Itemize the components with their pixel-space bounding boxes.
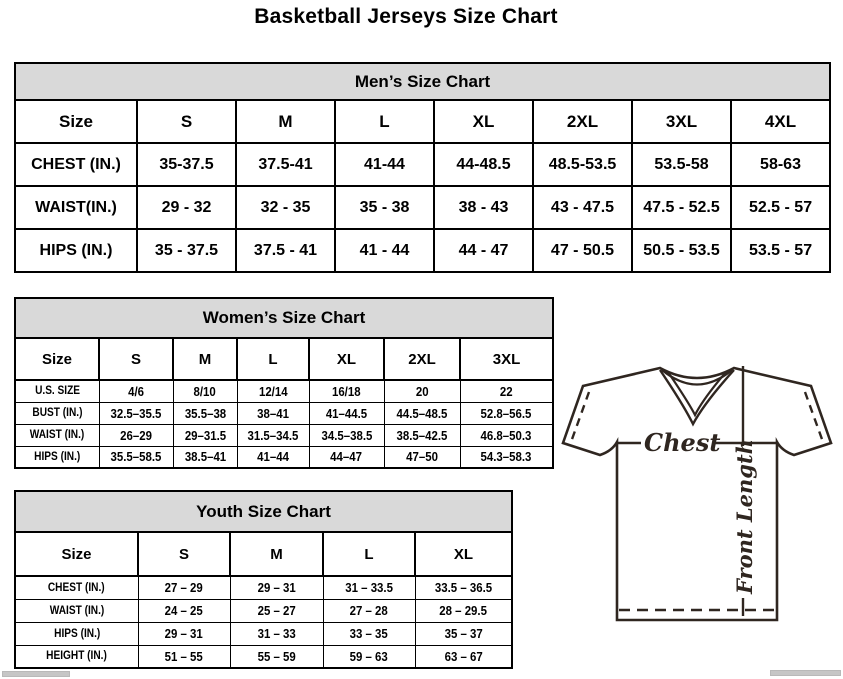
- value-cell: 28 – 29.5: [415, 599, 512, 622]
- row-label-cell: [15, 446, 99, 468]
- value-cell: 37.5 - 41: [236, 229, 335, 272]
- value-cell: 37.5-41: [236, 143, 335, 186]
- value-cell: 31 – 33.5: [323, 576, 415, 599]
- jersey-measurement-diagram: [556, 358, 840, 628]
- chest-label: Chest: [644, 428, 721, 457]
- row-label-cell: [15, 645, 138, 668]
- value-cell: 58-63: [731, 143, 830, 186]
- column-header-cell: 2XL: [384, 338, 460, 380]
- value-cell: 54.3–58.3: [460, 446, 553, 468]
- horizontal-scrollbar-thumb-left[interactable]: [2, 671, 70, 677]
- column-header-cell: 3XL: [460, 338, 553, 380]
- value-cell: 27 – 29: [138, 576, 230, 599]
- row-label-cell: [15, 380, 99, 402]
- row-label-cell: [15, 424, 99, 446]
- value-cell: 12/14: [237, 380, 309, 402]
- column-header-cell: XL: [434, 100, 533, 143]
- column-header-cell: 4XL: [731, 100, 830, 143]
- table-row: [15, 100, 830, 143]
- table-row: [15, 143, 830, 186]
- value-cell: 47.5 - 52.5: [632, 186, 731, 229]
- value-cell: 33.5 – 36.5: [415, 576, 512, 599]
- row-label-cell: [15, 622, 138, 645]
- value-cell: 53.5-58: [632, 143, 731, 186]
- table-title-band: [15, 491, 512, 532]
- size-header-cell: Size: [15, 100, 137, 143]
- value-cell: 50.5 - 53.5: [632, 229, 731, 272]
- table-row: [15, 446, 553, 468]
- horizontal-scrollbar-thumb-right[interactable]: [770, 670, 841, 676]
- column-header-cell: 2XL: [533, 100, 632, 143]
- value-cell: 51 – 55: [138, 645, 230, 668]
- value-cell: 4/6: [99, 380, 173, 402]
- table-row: [15, 576, 512, 599]
- value-cell: 22: [460, 380, 553, 402]
- row-label: HEIGHT (IN.): [46, 650, 108, 663]
- value-cell: 20: [384, 380, 460, 402]
- value-cell: 46.8–50.3: [460, 424, 553, 446]
- value-cell: 38.5–42.5: [384, 424, 460, 446]
- column-header-cell: XL: [309, 338, 384, 380]
- value-cell: 26–29: [99, 424, 173, 446]
- value-cell: 33 – 35: [323, 622, 415, 645]
- womens-size-chart-table: [14, 297, 554, 469]
- table-title: Youth Size Chart: [15, 491, 512, 532]
- row-label-cell: [15, 402, 99, 424]
- value-cell: 44–47: [309, 446, 384, 468]
- value-cell: 35 - 38: [335, 186, 434, 229]
- right-cuff-dash: [805, 392, 823, 442]
- row-label: U.S. SIZE: [34, 385, 80, 398]
- jersey-outline: [563, 368, 831, 620]
- column-header-cell: S: [99, 338, 173, 380]
- column-header-cell: XL: [415, 532, 512, 576]
- table-row: [15, 402, 553, 424]
- value-cell: 47–50: [384, 446, 460, 468]
- table-title-band: [15, 63, 830, 100]
- value-cell: 35.5–58.5: [99, 446, 173, 468]
- value-cell: 38.5–41: [173, 446, 237, 468]
- left-cuff-dash: [571, 392, 589, 442]
- column-header-cell: S: [137, 100, 236, 143]
- value-cell: 38–41: [237, 402, 309, 424]
- value-cell: 44.5–48.5: [384, 402, 460, 424]
- size-header-cell: Size: [15, 338, 99, 380]
- column-header-cell: L: [323, 532, 415, 576]
- value-cell: 35-37.5: [137, 143, 236, 186]
- column-header-cell: M: [236, 100, 335, 143]
- value-cell: 41–44.5: [309, 402, 384, 424]
- value-cell: 25 – 27: [230, 599, 323, 622]
- row-label: CHEST (IN.): [48, 581, 106, 594]
- row-label: HIPS (IN.): [53, 627, 100, 640]
- value-cell: 52.8–56.5: [460, 402, 553, 424]
- row-label-cell: CHEST (IN.): [15, 143, 137, 186]
- page-title: Basketball Jerseys Size Chart: [254, 5, 558, 28]
- value-cell: 29 – 31: [230, 576, 323, 599]
- column-header-cell: L: [237, 338, 309, 380]
- value-cell: 63 – 67: [415, 645, 512, 668]
- youth-size-chart-table: [14, 490, 513, 669]
- value-cell: 32.5–35.5: [99, 402, 173, 424]
- value-cell: 41 - 44: [335, 229, 434, 272]
- value-cell: 55 – 59: [230, 645, 323, 668]
- row-label: WAIST (IN.): [29, 429, 85, 441]
- value-cell: 27 – 28: [323, 599, 415, 622]
- size-header-cell: Size: [15, 532, 138, 576]
- value-cell: 41–44: [237, 446, 309, 468]
- value-cell: 8/10: [173, 380, 237, 402]
- row-label: HIPS (IN.): [34, 450, 81, 463]
- column-header-cell: S: [138, 532, 230, 576]
- table-row: [15, 645, 512, 668]
- value-cell: 44-48.5: [434, 143, 533, 186]
- row-label: WAIST (IN.): [49, 604, 105, 617]
- row-label-cell: WAIST(IN.): [15, 186, 137, 229]
- value-cell: 41-44: [335, 143, 434, 186]
- value-cell: 47 - 50.5: [533, 229, 632, 272]
- value-cell: 16/18: [309, 380, 384, 402]
- value-cell: 31 – 33: [230, 622, 323, 645]
- row-label: BUST (IN.): [32, 407, 83, 419]
- value-cell: 32 - 35: [236, 186, 335, 229]
- table-title: Men’s Size Chart: [15, 63, 830, 100]
- table-row: [15, 229, 830, 272]
- value-cell: 29 – 31: [138, 622, 230, 645]
- table-row: [15, 186, 830, 229]
- value-cell: 43 - 47.5: [533, 186, 632, 229]
- front-length-label: Front Length: [732, 439, 757, 594]
- value-cell: 59 – 63: [323, 645, 415, 668]
- table-row: [15, 532, 512, 576]
- column-header-cell: M: [230, 532, 323, 576]
- value-cell: 34.5–38.5: [309, 424, 384, 446]
- value-cell: 52.5 - 57: [731, 186, 830, 229]
- value-cell: 38 - 43: [434, 186, 533, 229]
- table-row: [15, 622, 512, 645]
- table-row: [15, 338, 553, 380]
- value-cell: 31.5–34.5: [237, 424, 309, 446]
- value-cell: 29 - 32: [137, 186, 236, 229]
- value-cell: 35.5–38: [173, 402, 237, 424]
- row-label-cell: [15, 599, 138, 622]
- table-row: [15, 380, 553, 402]
- column-header-cell: L: [335, 100, 434, 143]
- value-cell: 35 - 37.5: [137, 229, 236, 272]
- table-title: Women’s Size Chart: [15, 298, 553, 338]
- value-cell: 48.5-53.5: [533, 143, 632, 186]
- table-row: [15, 424, 553, 446]
- table-row: [15, 599, 512, 622]
- column-header-cell: 3XL: [632, 100, 731, 143]
- table-title-band: [15, 298, 553, 338]
- value-cell: 35 – 37: [415, 622, 512, 645]
- value-cell: 53.5 - 57: [731, 229, 830, 272]
- column-header-cell: M: [173, 338, 237, 380]
- row-label-cell: [15, 576, 138, 599]
- mens-size-chart-table: [14, 62, 831, 273]
- value-cell: 24 – 25: [138, 599, 230, 622]
- value-cell: 44 - 47: [434, 229, 533, 272]
- row-label-cell: HIPS (IN.): [15, 229, 137, 272]
- value-cell: 29–31.5: [173, 424, 237, 446]
